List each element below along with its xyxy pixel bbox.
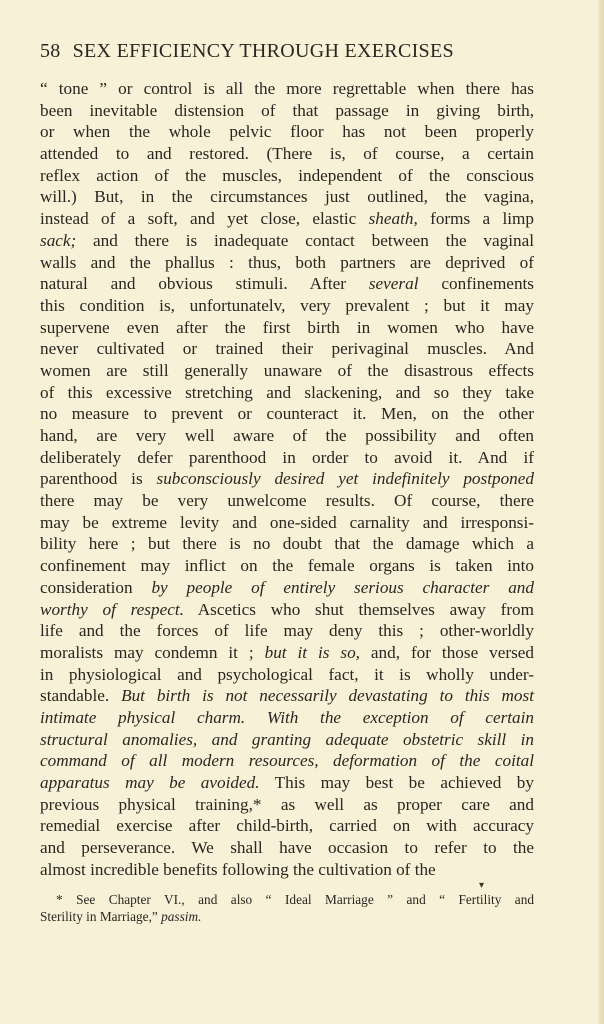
text-line — [40, 490, 534, 512]
text-run: instead of a soft, and yet close, elastic — [40, 209, 369, 229]
text-run: this condition is, unfortunatelv, very prevalent ; but it may — [40, 295, 534, 315]
text-run: Sterility in Marriage,” — [40, 908, 162, 924]
italic-text: several — [368, 274, 419, 294]
italic-text: sack; — [40, 230, 77, 250]
text-run: hand, are very well aware of the possibility and often — [40, 426, 534, 445]
text-run: and, for those versed — [359, 642, 534, 662]
text-line — [40, 382, 534, 404]
italic-text: sheath, — [368, 209, 418, 229]
text-run: supervene even after the first birth in women who have — [40, 317, 534, 337]
text-line — [40, 338, 534, 360]
text-run: Ascetics who shut themselves away from — [183, 599, 535, 619]
text-line — [40, 121, 534, 143]
footnote — [40, 892, 534, 925]
text-line — [40, 186, 534, 208]
text-line — [40, 664, 534, 686]
text-line — [40, 577, 534, 599]
text-line — [40, 750, 534, 772]
text-line — [40, 642, 534, 664]
text-run: “ tone ” or control is all the more regrettable when there has — [40, 79, 534, 98]
text-line — [40, 425, 534, 447]
text-line — [40, 815, 534, 837]
text-line — [40, 859, 534, 881]
text-line — [40, 295, 534, 317]
text-line — [40, 533, 534, 555]
page-number: 58 — [40, 40, 61, 62]
text-line — [40, 100, 534, 122]
text-line — [40, 230, 534, 252]
text-run: standable. — [40, 686, 122, 706]
text-run: previous physical training,* as well as proper care and — [40, 794, 534, 814]
italic-text: apparatus may be avoided. — [40, 773, 260, 792]
text-run: almost incredible benefits following the cultivation of the — [40, 859, 436, 879]
text-run: and there is inadequate contact between the vaginal — [76, 230, 534, 250]
text-run: parenthood is — [40, 469, 157, 489]
text-line — [40, 78, 534, 100]
text-line — [40, 317, 534, 339]
italic-text: command of all modern resources, deformation of the coital — [40, 751, 534, 771]
text-line — [40, 729, 534, 751]
text-line — [40, 143, 534, 165]
text-run: * See Chapter VI., and also “ Ideal Marriage ” and “ Fertility and — [56, 892, 534, 907]
text-run: confinement may inflict on the female organs is taken into — [40, 556, 534, 576]
text-line — [40, 707, 534, 729]
text-line — [40, 165, 534, 187]
running-title: SEX EFFICIENCY THROUGH EXERCISES — [72, 40, 454, 62]
text-run: there may be very unwelcome results. Of course, there — [40, 491, 534, 511]
text-run: deliberately defer parenthood in order to avoid it. And if — [40, 447, 534, 467]
text-run: bility here ; but there is no doubt that the damage which a — [40, 534, 534, 554]
italic-text: structural anomalies, and granting adequate obstetric skill in — [40, 729, 534, 749]
text-run: been inevitable distension of that passage in giving birth, — [40, 100, 534, 120]
text-run: in physiological and psychological fact, it is wholly under- — [40, 664, 534, 684]
text-line — [40, 599, 534, 621]
text-run: of this excessive stretching and slackening, and so they take — [40, 382, 534, 402]
text-run: women are still generally unaware of the disastrous effects — [40, 360, 534, 380]
text-line — [40, 794, 534, 816]
italic-text: passim. — [161, 908, 202, 924]
text-line — [40, 512, 534, 534]
italic-text: But birth is not necessarily devastating to this most — [121, 686, 534, 706]
page-edge — [598, 0, 604, 1024]
text-run: life and the forces of life may deny this ; other-worldly — [40, 621, 534, 641]
signature-mark: ▾ — [479, 880, 485, 891]
text-run: will.) But, in the circumstances just outlined, the vagina, — [40, 187, 534, 207]
text-line — [40, 273, 534, 295]
text-line — [40, 403, 534, 425]
italic-text: worthy of respect. — [40, 599, 184, 619]
text-run: never cultivated or trained their perivaginal muscles. And — [40, 339, 534, 359]
text-run: and perseverance. We shall have occasion to refer to the — [40, 838, 534, 858]
text-line — [40, 772, 534, 794]
text-line — [40, 468, 534, 490]
text-run: remedial exercise after child-birth, carried on with accuracy — [40, 816, 534, 836]
text-run: walls and the phallus : thus, both partners are deprived of — [40, 252, 534, 272]
running-header — [40, 40, 540, 66]
text-run: reflex action of the muscles, independent of the conscious — [40, 165, 534, 185]
italic-text: intimate physical charm. With the exception of certain — [40, 707, 534, 727]
text-run: attended to and restored. (There is, of course, a certain — [40, 144, 534, 164]
text-line — [40, 555, 534, 577]
text-line — [40, 360, 534, 382]
italic-text: but it is so, — [264, 642, 360, 662]
footnote-line — [40, 909, 534, 926]
text-run: no measure to prevent or counteract it. Men, on the other — [40, 404, 534, 424]
footnote-line — [40, 892, 534, 909]
text-run: consideration — [40, 577, 152, 597]
text-run: may be extreme levity and one-sided carnality and irresponsi- — [40, 512, 534, 532]
text-run: confinements — [418, 274, 534, 294]
text-line — [40, 620, 534, 642]
text-line — [40, 208, 534, 230]
text-line — [40, 252, 534, 274]
body-paragraph — [40, 78, 534, 880]
italic-text: subconsciously desired yet indefinitely postponed — [156, 469, 534, 489]
text-line — [40, 685, 534, 707]
text-run: or when the whole pelvic floor has not been properly — [40, 122, 534, 142]
italic-text: by people of entirely serious character and — [151, 577, 534, 597]
text-run: This may best be achieved by — [259, 773, 534, 792]
text-line — [40, 447, 534, 469]
text-run: moralists may condemn it ; — [40, 642, 265, 662]
text-run: natural and obvious stimuli. After — [40, 274, 369, 294]
text-run: forms a limp — [417, 209, 534, 229]
text-line — [40, 837, 534, 859]
